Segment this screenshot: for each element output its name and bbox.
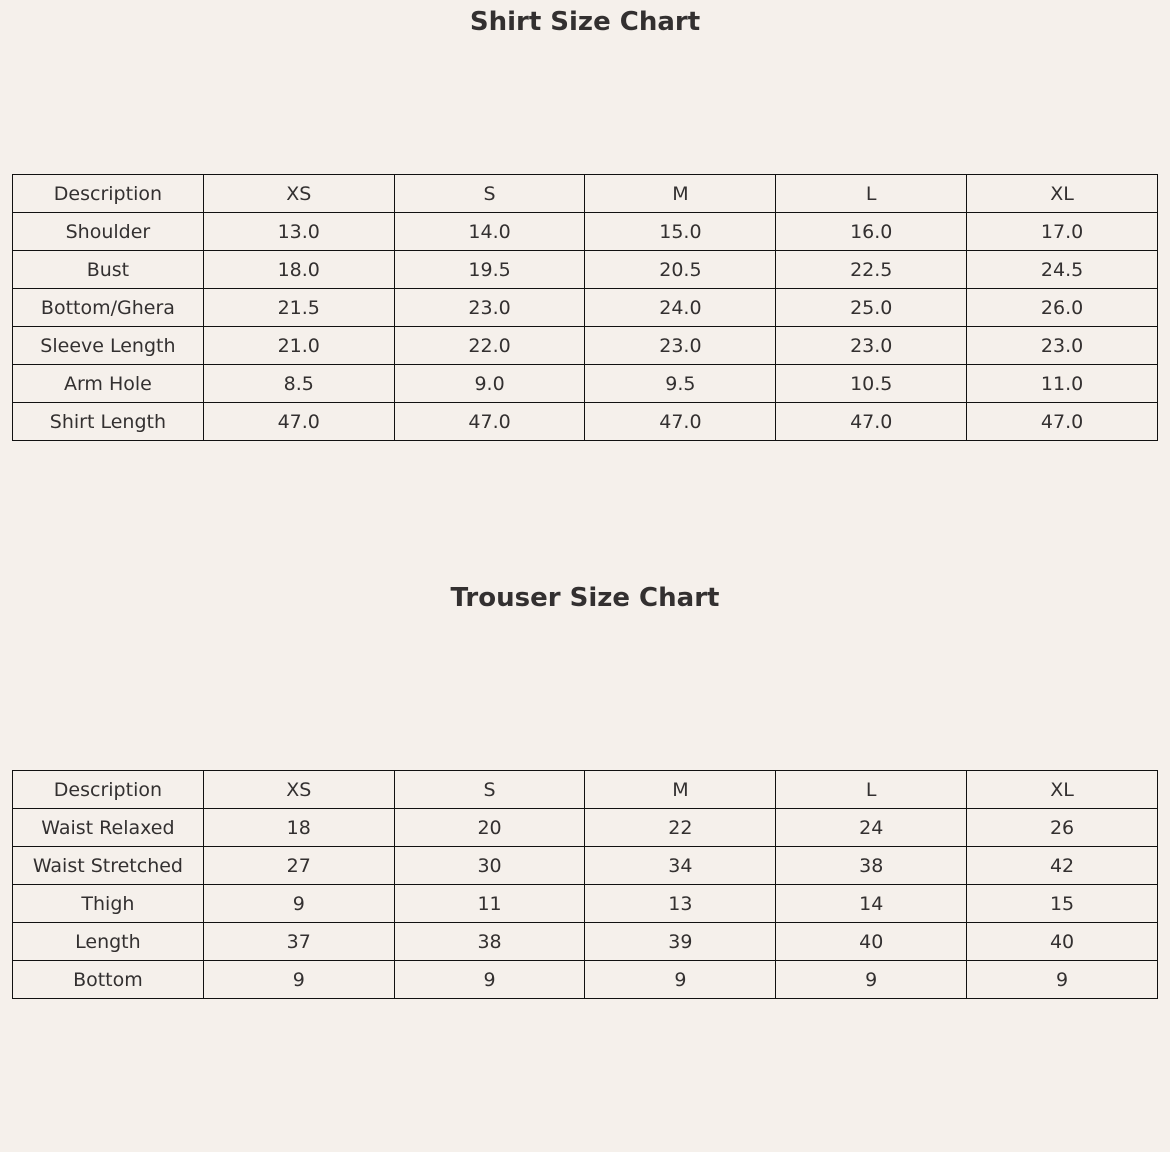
- value-cell: 9.5: [585, 365, 776, 403]
- value-cell: 23.0: [776, 327, 967, 365]
- table-row: [13, 213, 1158, 251]
- value-cell: 13.0: [203, 213, 394, 251]
- value-cell: 38: [394, 923, 585, 961]
- row-label-cell: Length: [13, 923, 204, 961]
- value-cell: 26: [967, 809, 1158, 847]
- value-cell: 40: [776, 923, 967, 961]
- value-cell: 24: [776, 809, 967, 847]
- value-cell: 20.5: [585, 251, 776, 289]
- table-row: [13, 403, 1158, 441]
- row-label-cell: Bottom: [13, 961, 204, 999]
- table-header-row: [13, 175, 1158, 213]
- trouser-size-table: [12, 770, 1158, 999]
- header-cell-size: M: [585, 771, 776, 809]
- table-row: [13, 847, 1158, 885]
- value-cell: 8.5: [203, 365, 394, 403]
- value-cell: 13: [585, 885, 776, 923]
- value-cell: 22.0: [394, 327, 585, 365]
- row-label-cell: Thigh: [13, 885, 204, 923]
- value-cell: 9: [203, 961, 394, 999]
- row-label-cell: Waist Relaxed: [13, 809, 204, 847]
- trouser-chart-title: Trouser Size Chart: [450, 583, 720, 613]
- value-cell: 24.5: [967, 251, 1158, 289]
- value-cell: 39: [585, 923, 776, 961]
- value-cell: 11.0: [967, 365, 1158, 403]
- value-cell: 16.0: [776, 213, 967, 251]
- value-cell: 40: [967, 923, 1158, 961]
- value-cell: 21.0: [203, 327, 394, 365]
- row-label-cell: Waist Stretched: [13, 847, 204, 885]
- table-row: [13, 923, 1158, 961]
- table-row: [13, 365, 1158, 403]
- value-cell: 9: [203, 885, 394, 923]
- header-cell-size: S: [394, 175, 585, 213]
- value-cell: 17.0: [967, 213, 1158, 251]
- value-cell: 14: [776, 885, 967, 923]
- value-cell: 15: [967, 885, 1158, 923]
- table-row: [13, 251, 1158, 289]
- header-cell-size: XL: [967, 771, 1158, 809]
- value-cell: 10.5: [776, 365, 967, 403]
- value-cell: 27: [203, 847, 394, 885]
- value-cell: 47.0: [394, 403, 585, 441]
- table-row: [13, 809, 1158, 847]
- table-row: [13, 885, 1158, 923]
- value-cell: 9.0: [394, 365, 585, 403]
- value-cell: 9: [776, 961, 967, 999]
- value-cell: 19.5: [394, 251, 585, 289]
- value-cell: 47.0: [585, 403, 776, 441]
- value-cell: 18: [203, 809, 394, 847]
- value-cell: 34: [585, 847, 776, 885]
- value-cell: 14.0: [394, 213, 585, 251]
- header-cell-size: L: [776, 175, 967, 213]
- row-label-cell: Arm Hole: [13, 365, 204, 403]
- value-cell: 42: [967, 847, 1158, 885]
- value-cell: 25.0: [776, 289, 967, 327]
- table-row: [13, 289, 1158, 327]
- value-cell: 9: [394, 961, 585, 999]
- shirt-size-table: [12, 174, 1158, 441]
- value-cell: 23.0: [585, 327, 776, 365]
- row-label-cell: Bust: [13, 251, 204, 289]
- header-cell-description: Description: [13, 771, 204, 809]
- value-cell: 38: [776, 847, 967, 885]
- value-cell: 47.0: [776, 403, 967, 441]
- header-cell-size: XL: [967, 175, 1158, 213]
- header-cell-size: S: [394, 771, 585, 809]
- header-cell-size: XS: [203, 175, 394, 213]
- value-cell: 18.0: [203, 251, 394, 289]
- value-cell: 9: [585, 961, 776, 999]
- value-cell: 22.5: [776, 251, 967, 289]
- table-row: [13, 327, 1158, 365]
- row-label-cell: Shirt Length: [13, 403, 204, 441]
- shirt-chart-title: Shirt Size Chart: [469, 7, 701, 37]
- value-cell: 26.0: [967, 289, 1158, 327]
- header-cell-size: XS: [203, 771, 394, 809]
- row-label-cell: Shoulder: [13, 213, 204, 251]
- value-cell: 37: [203, 923, 394, 961]
- value-cell: 47.0: [967, 403, 1158, 441]
- table-row: [13, 961, 1158, 999]
- value-cell: 47.0: [203, 403, 394, 441]
- value-cell: 20: [394, 809, 585, 847]
- value-cell: 9: [967, 961, 1158, 999]
- row-label-cell: Sleeve Length: [13, 327, 204, 365]
- value-cell: 21.5: [203, 289, 394, 327]
- value-cell: 22: [585, 809, 776, 847]
- header-cell-size: L: [776, 771, 967, 809]
- value-cell: 15.0: [585, 213, 776, 251]
- row-label-cell: Bottom/Ghera: [13, 289, 204, 327]
- value-cell: 23.0: [394, 289, 585, 327]
- header-cell-description: Description: [13, 175, 204, 213]
- value-cell: 11: [394, 885, 585, 923]
- value-cell: 24.0: [585, 289, 776, 327]
- value-cell: 23.0: [967, 327, 1158, 365]
- value-cell: 30: [394, 847, 585, 885]
- table-header-row: [13, 771, 1158, 809]
- header-cell-size: M: [585, 175, 776, 213]
